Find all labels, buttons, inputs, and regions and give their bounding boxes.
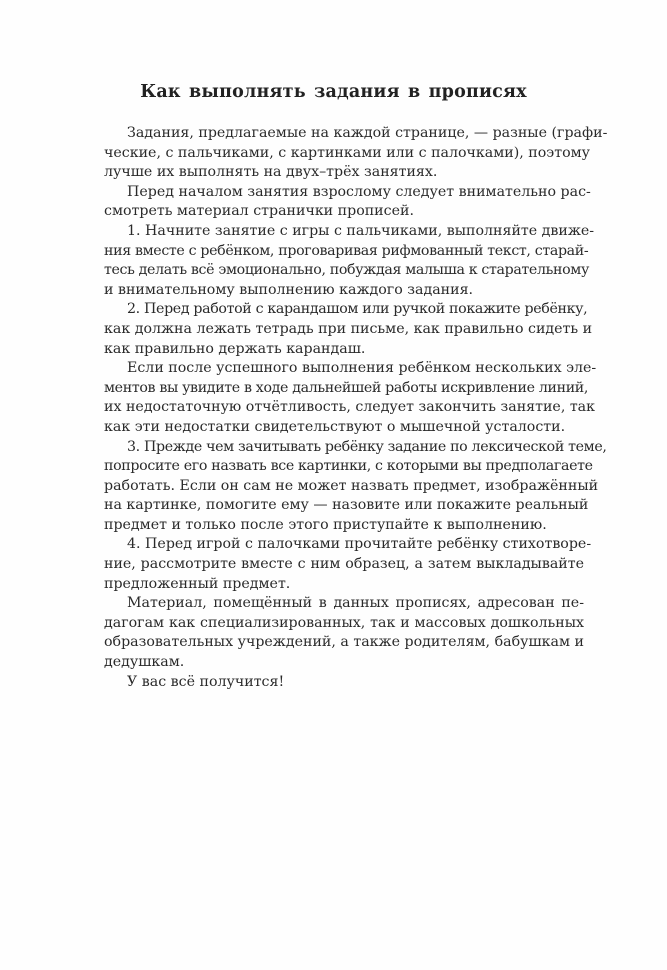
text-line: образовательных учреждений, а также родителям, бабушкам и [104,634,584,651]
text-line: смотреть материал странички прописей. [104,203,414,220]
text-line: как эти недостатки свидетельствуют о мышечной усталости. [104,418,566,435]
text-line: предмет и только после этого приступайте к выполнению. [104,516,547,533]
text-line: ментов вы увидите в ходе дальнейшей работы искривление линий, [104,379,589,396]
paragraph-intro [81,124,608,183]
text-line: работать. Если он сам не может назвать предмет, изображённый [104,477,599,494]
text-line: дедушкам. [104,654,185,671]
text-line: ния вместе с ребёнком, проговаривая рифмованный текст, старай- [104,242,589,259]
paragraph-closing [81,673,584,693]
page-title: Как выполнять задания в прописях [140,82,527,102]
text-line: как должна лежать тетрадь при письме, как правильно сидеть и [104,320,593,337]
paragraph-step-1 [81,222,595,300]
paragraph-preparation [81,183,591,222]
text-line: ние, рассмотрите вместе с ним образец, а затем выкладывайте [104,556,584,573]
text-line: их недостаточную отчётливость, следует закончить занятие, так [104,399,596,416]
text-line: и внимательному выполнению каждого задания. [104,281,474,298]
text-line: на картинке, помогите ему — назовите или покажите реальный [104,497,589,514]
text-line: Материал, помещённый в данных прописях, адресован пе- [127,595,584,612]
paragraph-fatigue-note [81,359,597,437]
paragraph-audience [81,594,584,672]
text-line: 2. Перед работой с карандашом или ручкой покажите ребёнку, [127,301,588,318]
text-line: попросите его назвать все картинки, с которыми вы предполагаете [104,458,593,475]
text-line: Перед началом занятия взрослому следует внимательно рас- [127,183,591,200]
text-line: как правильно держать карандаш. [104,340,366,357]
text-line: тесь делать всё эмоционально, побуждая малыша к старательному [104,262,589,279]
text-line: 4. Перед игрой с палочками прочитайте ребёнку стихотворе- [127,536,592,553]
document-body [81,124,608,692]
text-line: 1. Начните занятие с игры с пальчиками, выполняйте движе- [127,222,595,239]
paragraph-step-2 [81,300,593,359]
closing-line: У вас всё получится! [127,673,285,690]
text-line: Если после успешного выполнения ребёнком нескольких эле- [127,360,597,377]
text-line: предложенный предмет. [104,575,291,592]
text-line: ческие, с пальчиками, с картинками или с палочками), поэтому [104,144,591,161]
paragraph-step-4 [81,535,592,594]
text-line: лучше их выполнять на двух–трёх занятиях. [104,164,438,181]
text-line: дагогам как специализированных, так и массовых дошкольных [104,614,584,631]
text-line: Задания, предлагаемые на каждой странице, — разные (графи- [127,125,608,141]
paragraph-step-3 [81,438,607,536]
text-line: 3. Прежде чем зачитывать ребёнку задание по лексической теме, [127,438,607,455]
